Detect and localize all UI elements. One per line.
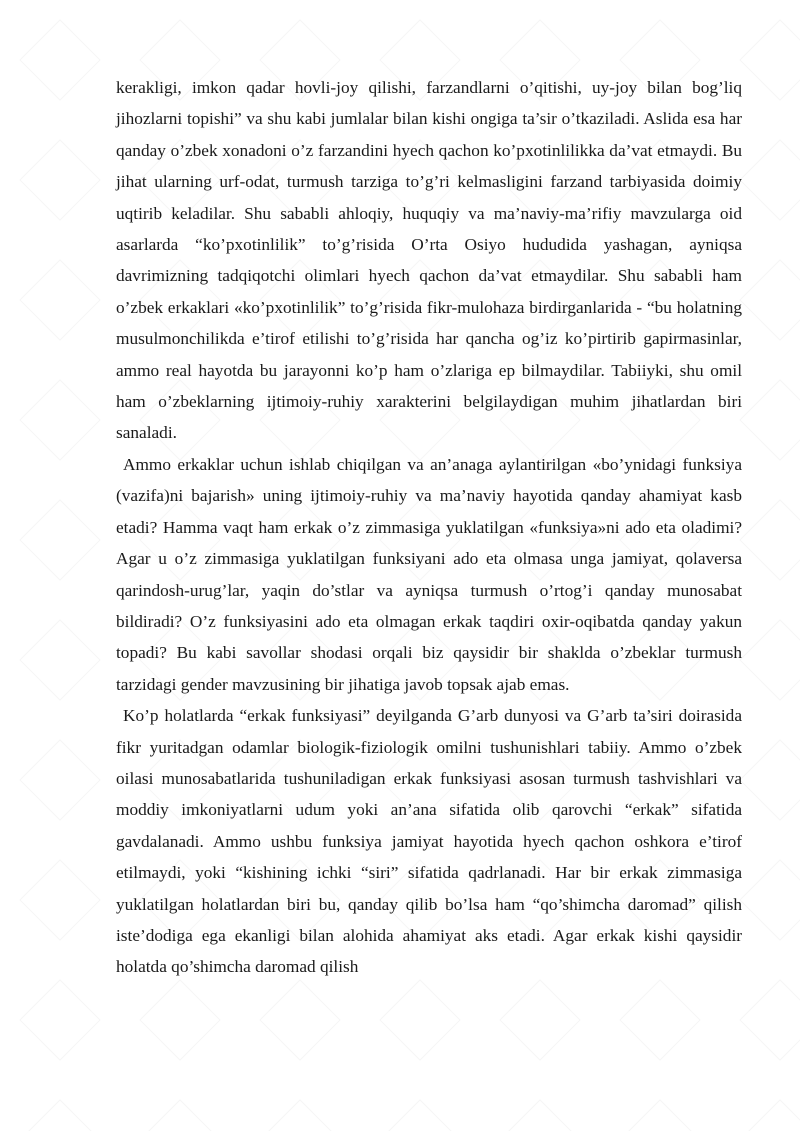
paragraph-3: Ko’p holatlarda “erkak funksiyasi” deyilganda G’arb dunyosi va G’arb ta’siri doirasida fikr yuritadgan odamlar biologik-fiziologik omilni tushunishlari tabiiy. Ammo o’zbek oilasi munosabatlarida tushuniladigan erkak funksiyasi asosan turmush tashvishlari va moddiy imkoniyatlarni udum yoki an’ana sifatida olib qarovchi “erkak” sifatida gavdalanadi. Ammo ushbu funksiya jamiyat hayotida hyech qachon oshkora e’tirof etilmaydi, yoki “kishining ichki “siri” sifatida qadrlanadi. Har bir erkak zimmasiga yuklatilgan holatlardan biri bu, qanday qilib bo’lsa ham “qo’shimcha daromad” qilish iste’dodiga ega ekanligi bilan alohida ahamiyat aks etadi. Agar erkak kishi qaysidir holatda qo’shimcha daromad qilish	[116, 706, 742, 977]
paragraph-1: kerakligi, imkon qadar hovli-joy qilishi, farzandlarni o’qitishi, uy-joy bilan bog’liq jihozlarni topishi” va shu kabi jumlalar bilan kishi ongiga ta’sir o’tkaziladi. Aslida esa har qanday o’zbek xonadoni o’z farzandini hyech qachon ko’pxotinlilikka da’vat etmaydi. Bu jihat ularning urf-odat, turmush tarziga to’g’ri kelmasligini farzand tarbiyasida doimiy uqtirib keladilar. Shu sababli ahloqiy, huquqiy va ma’naviy-ma’rifiy mavzularga oid asarlarda “ko’pxotinlilik” to’g’risida O’rta Osiyo hududida yashagan, ayniqsa davrimizning tadqiqotchi olimlari hyech qachon da’vat etmaydilar. Shu sababli ham o’zbek erkaklari «ko’pxotinlilik” to’g’risida fikr-mulohaza birdirganlarida - “bu holatning musulmonchilikda e’tirof etilishi to’g’risida har qancha og’iz ko’pirtirib gapirmasinlar, ammo real hayotda bu jarayonni ko’p ham o’zlariga ep bilmaydilar. Tabiiyki, shu omil ham o’zbeklarning ijtimoiy-ruhiy xarakterini belgilaydigan muhim jihatlardan biri sanaladi.	[116, 78, 742, 443]
body-text	[116, 72, 742, 983]
paragraph-2: Ammo erkaklar uchun ishlab chiqilgan va an’anaga aylantirilgan «bo’ynidagi funksiya (vazifa)ni bajarish» uning ijtimoiy-ruhiy va ma’naviy hayotida qanday ahamiyat kasb etadi? Hamma vaqt ham erkak o’z zimmasiga yuklatilgan «funksiya»ni ado eta oladimi? Agar u o’z zimmasiga yuklatilgan funksiyani ado eta olmasa unga jamiyat, qolaversa qarindosh-urug’lar, yaqin do’stlar va ayniqsa turmush o’rtog’i qanday munosabat bildiradi? O’z funksiyasini ado eta olmagan erkak taqdiri oxir-oqibatda qanday yakun topadi? Bu kabi savollar shodasi orqali biz qaysidir bir shaklda o’zbeklar turmush tarzidagi gender mavzusining bir jihatiga javob topsak ajab emas.	[116, 454, 742, 694]
